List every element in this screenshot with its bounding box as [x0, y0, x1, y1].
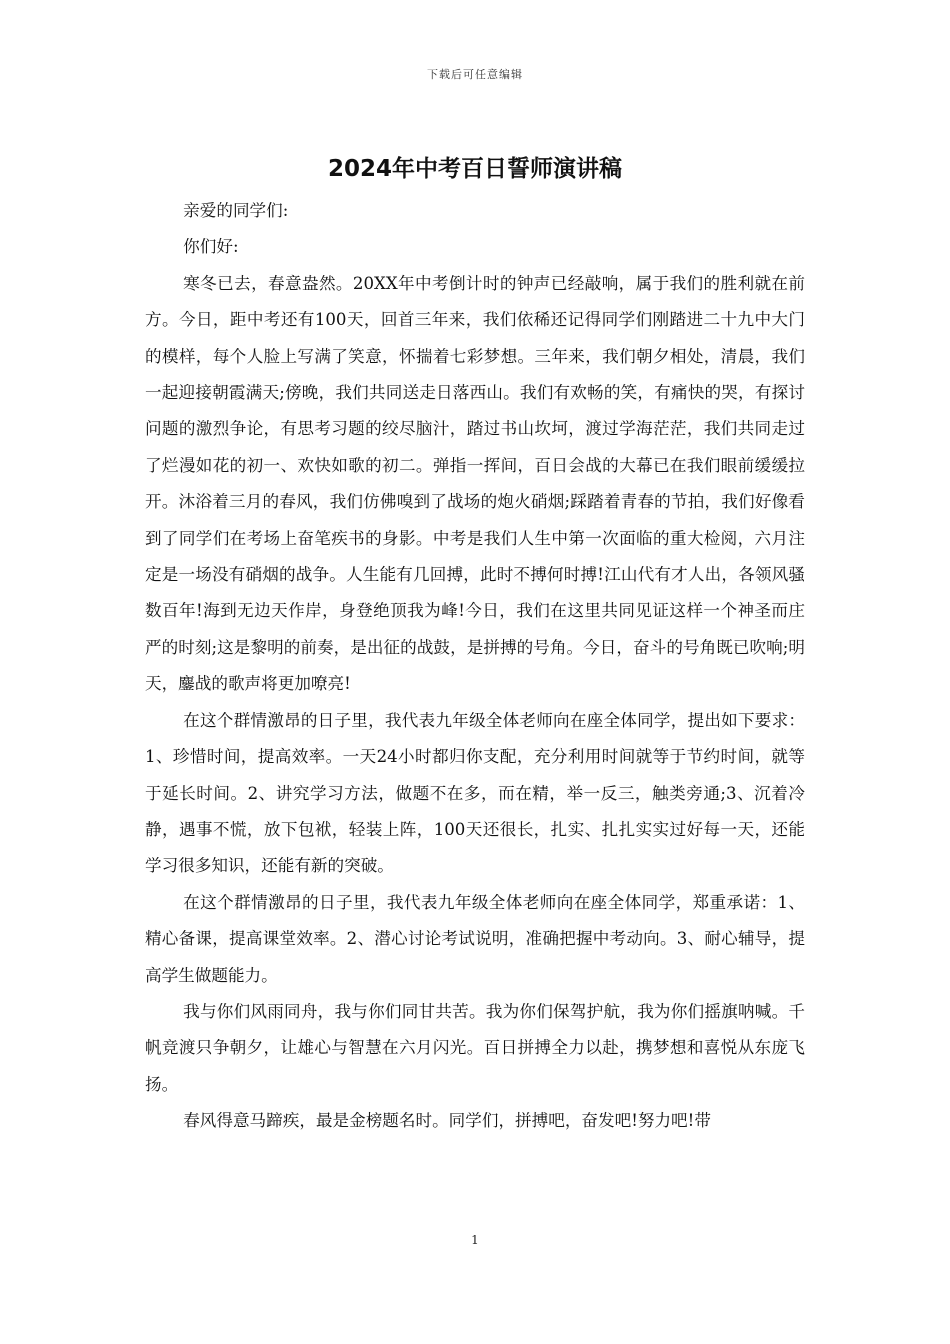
document-body [145, 193, 805, 1140]
body-paragraph: 在这个群情激昂的日子里，我代表九年级全体老师向在座全体同学，提出如下要求：1、珍惜时间，提高效率。一天24小时都归你支配，充分利用时间就等于节约时间，就等于延长时间。2、讲究学习方法，做题不在多，而在精，举一反三，触类旁通;3、沉着冷静，遇事不慌，放下包袱，轻装上阵，100天还很长，扎实、扎扎实实过好每一天，还能学习很多知识，还能有新的突破。 [145, 710, 805, 876]
salutation: 亲爱的同学们: [183, 201, 289, 220]
header-note: 下载后可任意编辑 [427, 68, 523, 81]
body-paragraph: 我与你们风雨同舟，我与你们同甘共苦。我为你们保驾护航，我为你们摇旗呐喊。千帆竞渡只争朝夕，让雄心与智慧在六月闪光。百日拼搏全力以赴，携梦想和喜悦从东庞飞扬。 [145, 1001, 805, 1094]
body-paragraph: 在这个群情激昂的日子里，我代表九年级全体老师向在座全体同学，郑重承诺：1、精心备课，提高课堂效率。2、潜心讨论考试说明，准确把握中考动向。3、耐心辅导，提高学生做题能力。 [145, 892, 805, 985]
greeting: 你们好: [183, 237, 239, 257]
page-number: 1 [471, 1233, 479, 1247]
document-title: 2024年中考百日誓师演讲稿 [327, 156, 622, 182]
body-paragraph: 寒冬已去，春意盎然。20XX年中考倒计时的钟声已经敲响，属于我们的胜利就在前方。今日，距中考还有100天，回首三年来，我们依稀还记得同学们刚踏进二十九中大门的模样，每个人脸上写满了笑意，怀揣着七彩梦想。三年来，我们朝夕相处，清晨，我们一起迎接朝霞满天;傍晚，我们共同送走日落西山。我们有欢畅的笑，有痛快的哭，有探讨问题的激烈争论，有思考习题的绞尽脑汁，踏过书山坎坷，渡过学海茫茫，我们共同走过了烂漫如花的初一、欢快如歌的初二。弹指一挥间，百日会战的大幕已在我们眼前缓缓拉开。沐浴着三月的春风，我们仿佛嗅到了战场的炮火硝烟;踩踏着青春的节拍，我们好像看到了同学们在考场上奋笔疾书的身影。中考是我们人生中第一次面临的重大检阅，六月注定是一场没有硝烟的战争。人生能有几回搏，此时不搏何时搏!江山代有才人出，各领风骚数百年!海到无边天作岸，身登绝顶我为峰!今日，我们在这里共同见证这样一个神圣而庄严的时刻;这是黎明的前奏，是出征的战鼓，是拼搏的号角。今日，奋斗的号角既已吹响;明天，鏖战的歌声将更加嘹亮! [145, 273, 805, 694]
body-paragraph: 春风得意马蹄疾，最是金榜题名时。同学们，拼搏吧，奋发吧!努力吧!带 [183, 1111, 711, 1131]
